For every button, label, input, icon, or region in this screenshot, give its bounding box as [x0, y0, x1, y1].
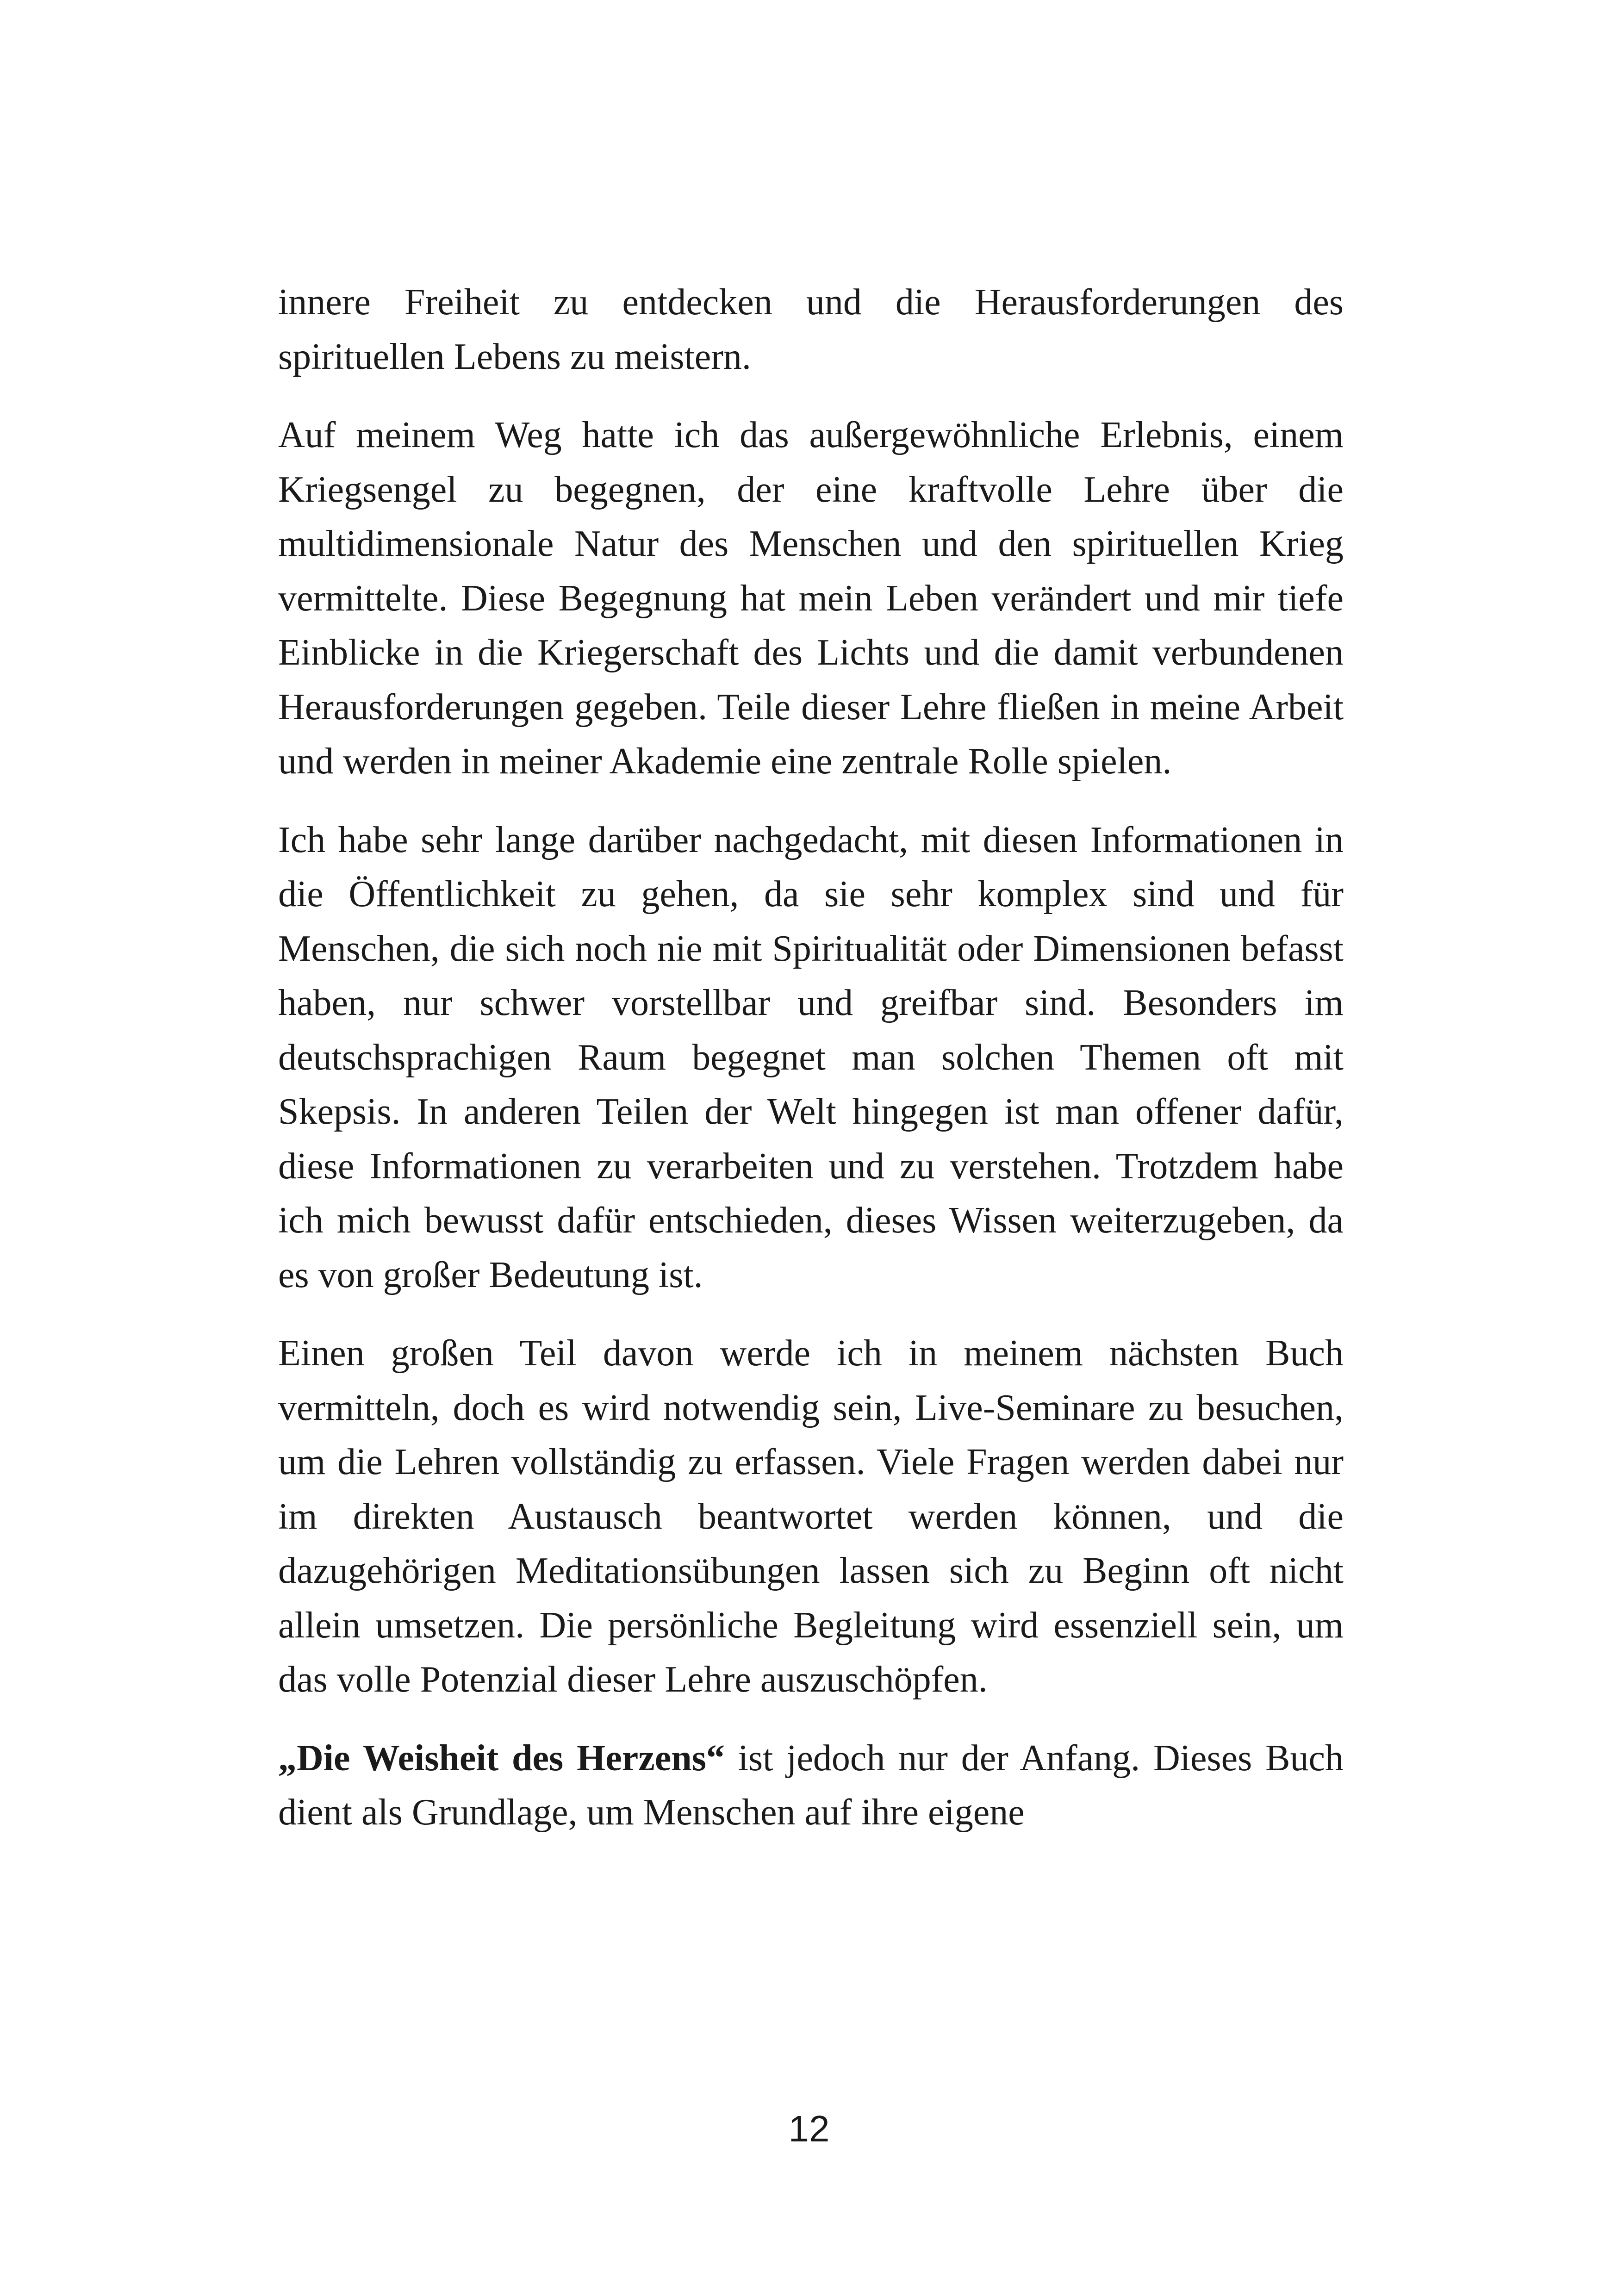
- paragraph-2: Auf meinem Weg hatte ich das außergewöhnliche Erlebnis, einem Kriegsengel zu begegnen, der eine kraftvolle Lehre über die multidimensionale Natur des Menschen und den spirituellen Krieg vermittelte. Diese Begegnung hat mein Leben verändert und mir tiefe Einblicke in die Kriegerschaft des Lichts und die damit verbundenen Herausforderungen gegeben. Teile dieser Lehre fließen in meine Arbeit und werden in meiner Akademie eine zentrale Rolle spielen.: [278, 415, 1344, 782]
- paragraph-5-text: ist jedoch nur der Anfang. Dieses Buch dient als Grundlage, um Menschen auf ihre eigene: [278, 1737, 1344, 1833]
- book-title-reference: „Die Weisheit des Herzens“: [278, 1737, 725, 1779]
- paragraph-4: Einen großen Teil davon werde ich in meinem nächsten Buch vermitteln, doch es wird notwendig sein, Live-Seminare zu besuchen, um die Lehren vollständig zu erfassen. Viele Fragen werden dabei nur im direkten Austausch beantwortet werden können, und die dazugehörigen Meditationsübungen lassen sich zu Beginn oft nicht allein umsetzen. Die persönliche Begleitung wird essenziell sein, um das volle Potenzial dieser Lehre auszuschöpfen.: [278, 1333, 1344, 1700]
- paragraph-1: innere Freiheit zu entdecken und die Herausforderungen des spirituellen Lebens zu meistern.: [278, 282, 1344, 377]
- body-text: [278, 275, 1344, 1840]
- paragraph-5: [278, 1731, 1344, 1840]
- paragraph-3: Ich habe sehr lange darüber nachgedacht, mit diesen Informationen in die Öffentlichkeit zu gehen, da sie sehr komplex sind und für Menschen, die sich noch nie mit Spiritualität oder Dimensionen befasst haben, nur schwer vorstellbar und greifbar sind. Besonders im deutschsprachigen Raum begegnet man solchen Themen oft mit Skepsis. In anderen Teilen der Welt hingegen ist man offener dafür, diese Informationen zu verarbeiten und zu verstehen. Trotzdem habe ich mich bewusst dafür entschieden, dieses Wissen weiterzugeben, da es von großer Bedeutung ist.: [278, 819, 1344, 1295]
- page-number: 12: [788, 2108, 830, 2149]
